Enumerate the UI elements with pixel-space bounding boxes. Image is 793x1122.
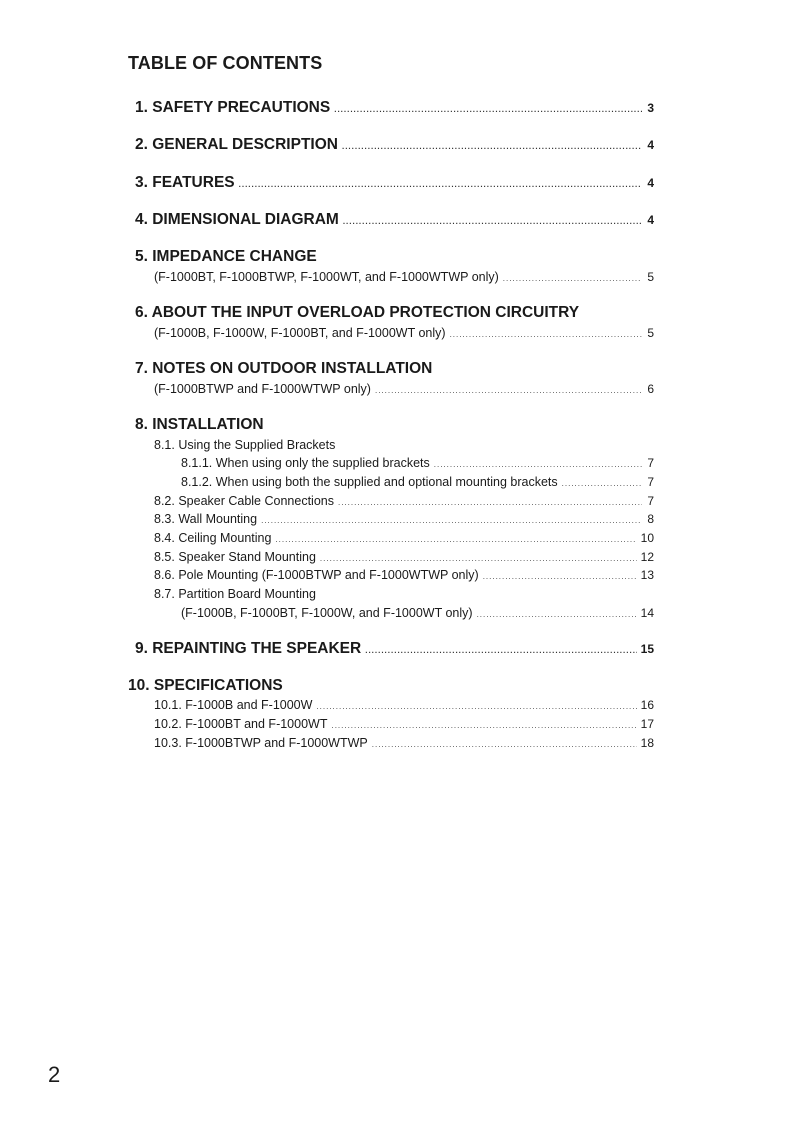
- toc-entry-label: 8.5. Speaker Stand Mounting: [154, 550, 316, 564]
- toc-page-number: 5: [647, 270, 654, 284]
- toc-page-number: 15: [640, 642, 654, 656]
- toc-entry-partition-board-note[interactable]: [181, 606, 654, 620]
- leader-dots: [261, 516, 642, 525]
- toc-entry-supplied-brackets[interactable]: 8.1. Using the Supplied Brackets: [154, 438, 336, 452]
- toc-entry-label: 8.1.1. When using only the supplied brackets: [181, 456, 430, 470]
- toc-entry-label: 3. FEATURES: [135, 174, 235, 191]
- toc-entry-pole-mounting[interactable]: [154, 568, 654, 582]
- toc-page-number: 12: [640, 550, 654, 564]
- toc-heading-outdoor-installation[interactable]: 7. NOTES ON OUTDOOR INSTALLATION: [135, 360, 433, 377]
- toc-page-number: 7: [647, 475, 654, 489]
- page-number: 2: [48, 1062, 61, 1087]
- toc-page-number: 14: [640, 606, 654, 620]
- toc-page-number: 8: [647, 512, 654, 526]
- toc-entry-only-supplied-brackets[interactable]: [181, 456, 654, 470]
- leader-dots: [477, 610, 637, 619]
- toc-page-number: 5: [647, 326, 654, 340]
- toc-page-number: 4: [647, 176, 654, 190]
- leader-dots: [483, 572, 637, 581]
- toc-entry-label: 9. REPAINTING THE SPEAKER: [135, 640, 362, 657]
- toc-entry-safety-precautions[interactable]: [135, 99, 654, 117]
- toc-page-number: 18: [640, 736, 654, 750]
- leader-dots: [562, 479, 642, 488]
- toc-entry-label: 8.2. Speaker Cable Connections: [154, 494, 334, 508]
- leader-dots: [239, 180, 642, 189]
- toc-entry-label: 8.4. Ceiling Mounting: [154, 531, 272, 545]
- toc-entry-outdoor-installation-note[interactable]: [154, 382, 654, 396]
- toc-heading-installation[interactable]: 8. INSTALLATION: [135, 416, 264, 433]
- toc-page-number: 4: [647, 138, 654, 152]
- leader-dots: [503, 274, 642, 283]
- toc-entry-input-overload-note[interactable]: [154, 326, 654, 340]
- leader-dots: [334, 105, 642, 114]
- toc-page-number: 3: [647, 101, 654, 115]
- toc-page-number: 13: [640, 568, 654, 582]
- leader-dots: [275, 535, 636, 544]
- toc-entry-label: 10.3. F-1000BTWP and F-1000WTWP: [154, 736, 368, 750]
- toc-entry-wall-mounting[interactable]: [154, 512, 654, 526]
- toc-entry-label: 8.3. Wall Mounting: [154, 512, 258, 526]
- toc-entry-impedance-change-note[interactable]: [154, 270, 654, 284]
- toc-heading-specifications[interactable]: 10. SPECIFICATIONS: [128, 677, 283, 694]
- toc-entry-label: 4. DIMENSIONAL DIAGRAM: [135, 211, 339, 228]
- toc-entry-label: 8.6. Pole Mounting (F-1000BTWP and F-1000WTWP only): [154, 568, 479, 582]
- toc-entry-label: 8.1.2. When using both the supplied and optional mounting brackets: [181, 475, 558, 489]
- toc-entry-label: (F-1000BT, F-1000BTWP, F-1000WT, and F-1000WTWP only): [154, 270, 499, 284]
- toc-page-number: 7: [647, 456, 654, 470]
- leader-dots: [320, 554, 637, 563]
- leader-dots: [365, 646, 636, 655]
- leader-dots: [434, 460, 642, 469]
- toc-entry-label: (F-1000BTWP and F-1000WTWP only): [154, 382, 371, 396]
- toc-page-number: 4: [647, 213, 654, 227]
- toc-entry-dimensional-diagram[interactable]: [135, 211, 654, 229]
- toc-entry-ceiling-mounting[interactable]: [154, 531, 654, 545]
- toc-entry-label: (F-1000B, F-1000W, F-1000BT, and F-1000WT only): [154, 326, 446, 340]
- leader-dots: [331, 721, 636, 730]
- toc-entry-label: (F-1000B, F-1000BT, F-1000W, and F-1000WT only): [181, 606, 473, 620]
- toc-page-number: 6: [647, 382, 654, 396]
- toc-page-number: 17: [640, 717, 654, 731]
- leader-dots: [372, 740, 637, 749]
- toc-entry-supplied-and-optional-brackets[interactable]: [181, 475, 654, 489]
- toc-entry-spec-f1000bt[interactable]: [154, 717, 654, 731]
- toc-entry-label: 10.1. F-1000B and F-1000W: [154, 698, 313, 712]
- toc-page-number: 10: [640, 531, 654, 545]
- toc-entry-label: 10.2. F-1000BT and F-1000WT: [154, 717, 328, 731]
- toc-page-number: 7: [647, 494, 654, 508]
- toc-heading-impedance-change[interactable]: 5. IMPEDANCE CHANGE: [135, 248, 317, 265]
- leader-dots: [338, 498, 642, 507]
- toc-entry-repainting[interactable]: [135, 640, 654, 658]
- leader-dots: [316, 702, 636, 711]
- toc-entry-spec-f1000b[interactable]: [154, 698, 654, 712]
- toc-entry-speaker-cable-connections[interactable]: [154, 494, 654, 508]
- toc-page-number: 16: [640, 698, 654, 712]
- toc-heading-input-overload[interactable]: 6. ABOUT THE INPUT OVERLOAD PROTECTION CIRCUITRY: [135, 304, 580, 321]
- leader-dots: [375, 386, 642, 395]
- toc-entry-general-description[interactable]: [135, 136, 654, 154]
- toc-entry-features[interactable]: [135, 174, 654, 192]
- leader-dots: [450, 330, 642, 339]
- toc-entry-speaker-stand-mounting[interactable]: [154, 550, 654, 564]
- toc-entry-label: 2. GENERAL DESCRIPTION: [135, 136, 338, 153]
- toc-entry-spec-f1000btwp[interactable]: [154, 736, 654, 750]
- toc-entry-partition-board-mounting[interactable]: 8.7. Partition Board Mounting: [154, 587, 316, 601]
- toc-entry-label: 1. SAFETY PRECAUTIONS: [135, 99, 331, 116]
- page-title: TABLE OF CONTENTS: [128, 53, 323, 73]
- leader-dots: [343, 217, 642, 226]
- leader-dots: [342, 142, 642, 151]
